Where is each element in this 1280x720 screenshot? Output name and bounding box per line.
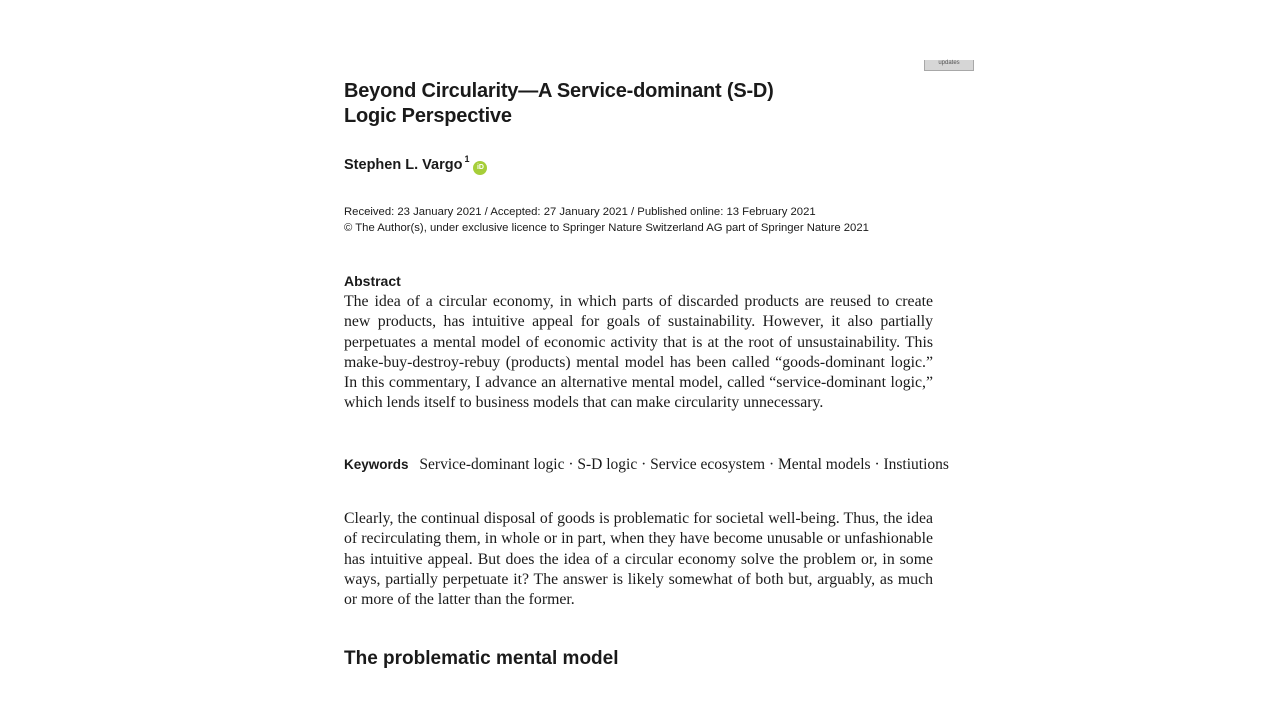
author-line [344, 154, 487, 175]
article-title: Beyond Circularity—A Service-dominant (S-D) Logic Perspective [344, 80, 774, 127]
keyword-separator: · [874, 456, 880, 473]
keyword-item: S-D logic [577, 456, 638, 473]
abstract-text: The idea of a circular economy, in which parts of discarded products are reused to create new products, has intuitive appeal for goals of sustainability. However, it also partially perpetuates a mental model of economic activity that is at the root of unsustainability. This make-buy-destroy-rebuy (products) mental model has been called “goods-dominant logic.” In this commentary, I advance an alternative mental model, called “service-dominant logic,” which lends itself to business models that can make circularity unnecessary. [344, 293, 933, 412]
intro-paragraph: Clearly, the continual disposal of goods is problematic for societal well-being. Thus, the idea of recirculating them, in whole or in part, when they have become unusable or unfashionable has intuitive appeal. But does the idea of a circular economy solve the problem or, in some ways, partially perpetuate it? The answer is likely somewhat of both but, arguably, as much or more of the latter than the former. [344, 510, 933, 609]
history-dates: Received: 23 January 2021 / Accepted: 27 January 2021 / Published online: 13 February 2021 [344, 206, 816, 218]
keywords-line [344, 455, 949, 475]
section-heading: The problematic mental model [344, 648, 619, 669]
orcid-icon[interactable]: iD [473, 161, 487, 175]
keyword-item: Service ecosystem [650, 456, 766, 473]
keyword-item: Service-dominant logic [419, 456, 565, 473]
pdf-page [304, 0, 974, 669]
keyword-separator: · [641, 456, 647, 473]
keyword-separator: · [768, 456, 775, 473]
author-name[interactable]: Stephen L. Vargo [344, 157, 463, 173]
keyword-item: Mental models [778, 456, 871, 473]
abstract-heading: Abstract [344, 273, 401, 289]
keywords-label: Keywords [344, 457, 409, 472]
copyright-notice: © The Author(s), under exclusive licence to Springer Nature Switzerland AG part of Springer Nature 2021 [344, 221, 869, 234]
affiliation-mark[interactable]: 1 [464, 154, 470, 164]
keyword-separator: · [568, 456, 574, 473]
keyword-item: Instiutions [883, 456, 949, 473]
article-dates [344, 205, 869, 236]
check-for-updates-badge[interactable]: updates [924, 60, 974, 71]
